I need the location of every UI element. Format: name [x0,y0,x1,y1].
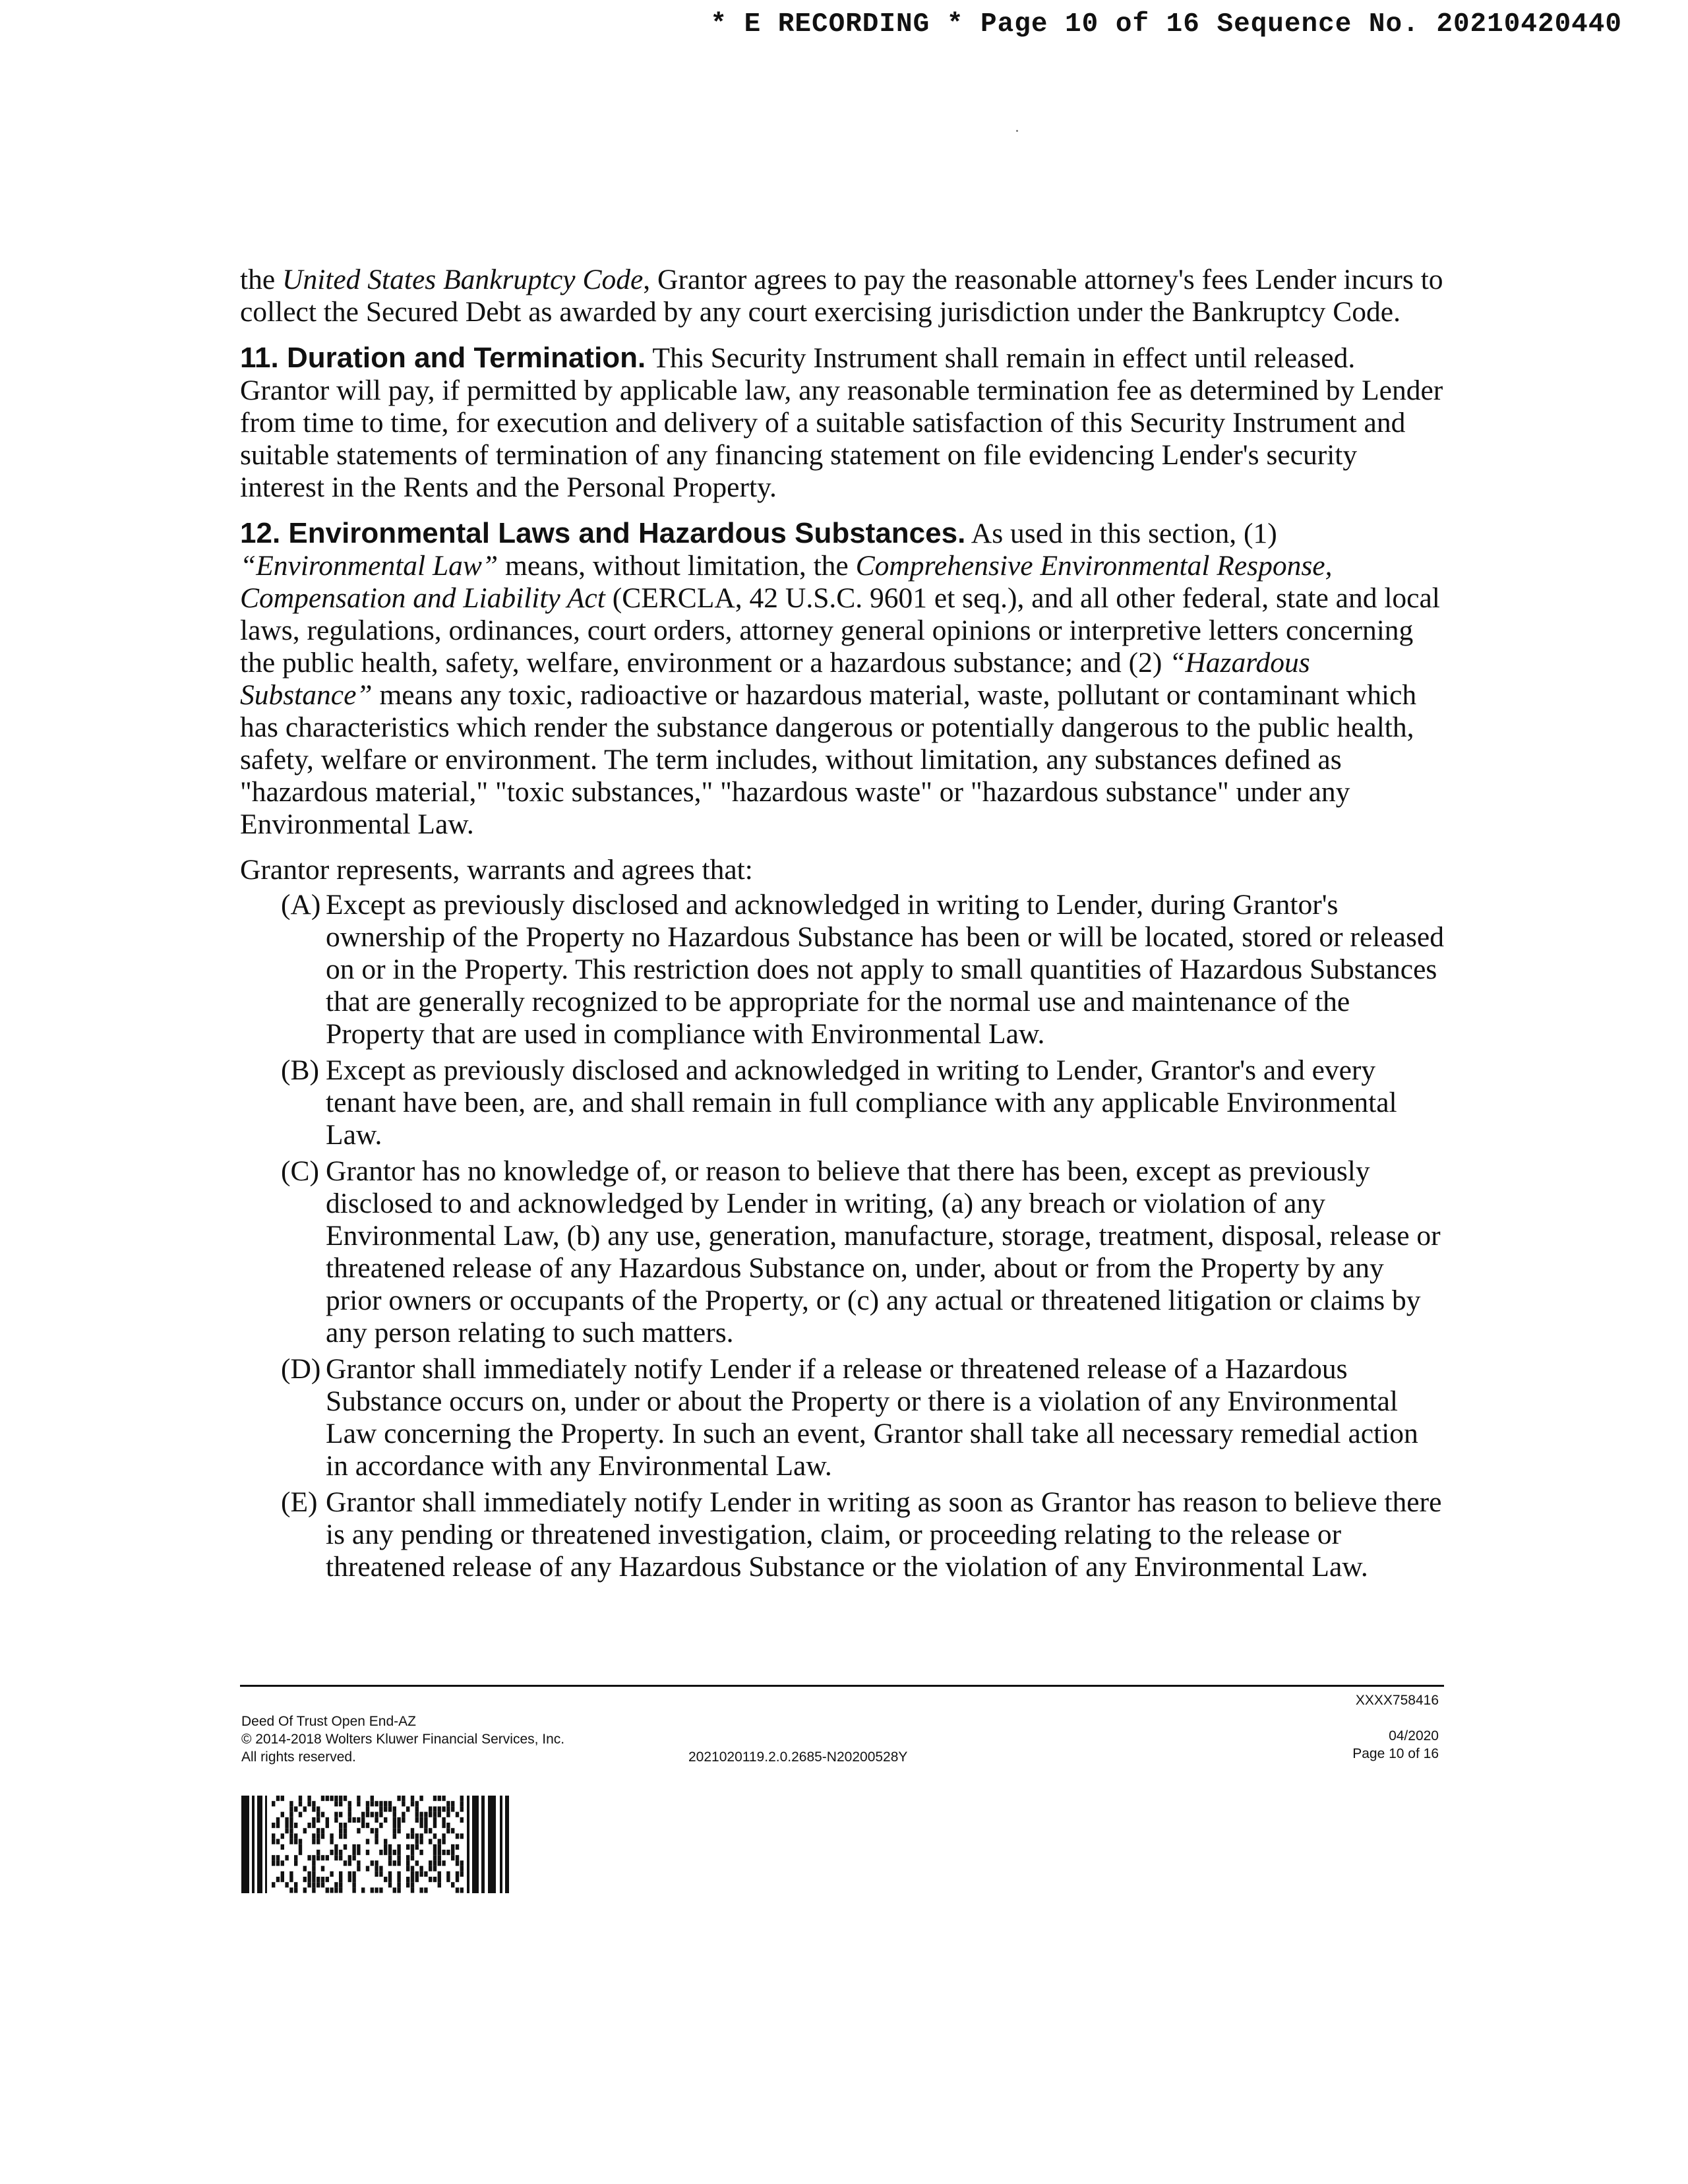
footer-divider [240,1685,1444,1687]
loan-reference: XXXX758416 [1355,1693,1439,1708]
scan-speck [1016,130,1018,132]
page-number: Page 10 of 16 [1352,1746,1439,1761]
recording-header: * E RECORDING * Page 10 of 16 Sequence No. 20210420440 [710,9,1622,40]
item-text: Grantor shall immediately notify Lender if a release or threatened release of a Hazardous Substance occurs on, under or about the Property or there is a violation of any Environmental Law concerning the Property. In such an event, Grantor shall take all necessary remedial action in accordance with any Environmental Law. [326,1353,1418,1482]
list-item [240,1486,1444,1583]
item-text: Grantor has no knowledge of, or reason to believe that there has been, except as previously disclosed to and acknowledged by Lender in writing, (a) any breach or violation of any Environmental Law, (b) any use, generation, manufacture, storage, treatment, disposal, release or threatened release of any Hazardous Substance on, under, about or from the Property by any prior owners or occupants of the Property, or (c) any actual or threatened litigation or claims by any person relating to such matters. [326,1155,1441,1349]
environmental-law-term: “Environmental Law” [240,550,498,582]
cercla-term: Comprehensive Environmental Response, Compensation and Liability Act [240,550,1333,614]
list-item [240,889,1444,1050]
document-body [240,264,1444,1587]
footer-right [1352,1691,1439,1763]
item-text: Grantor shall immediately notify Lender in writing as soon as Grantor has reason to believe there is any pending or threatened investigation, claim, or proceeding relating to the release or threatened release of any Hazardous Substance or the violation of any Environmental Law. [326,1486,1442,1583]
form-code: 2021020119.2.0.2685-N20200528Y [688,1749,908,1765]
copyright: © 2014-2018 Wolters Kluwer Financial Services, Inc. [241,1732,565,1747]
item-text: Except as previously disclosed and acknowledged in writing to Lender, Grantor's and every tenant have been, are, and shall remain in full compliance with any applicable Environmental Law. [326,1054,1397,1151]
footer-left [241,1713,564,1766]
item-text: Except as previously disclosed and acknowledged in writing to Lender, during Grantor's ownership of the Property no Hazardous Substance has been or will be located, stored or released on or in the Property. This restriction does not apply to small quantities of Hazardous Substances that are generally recognized to be appropriate for the normal use and maintenance of the Property that are used in compliance with Environmental Law. [326,889,1444,1050]
section-12-heading: 12. Environmental Laws and Hazardous Substances. [240,517,966,549]
item-label: (E) [281,1486,318,1518]
intro-paragraph: the United States Bankruptcy Code, Grantor agrees to pay the reasonable attorney's fees Lender incurs to collect the Secured Debt as awarded by any court exercising jurisdiction under the Bankruptcy Code. [240,264,1443,328]
barcode-icon [241,1796,512,1893]
represents-line: Grantor represents, warrants and agrees that: [240,854,753,886]
bankruptcy-code-term: United States Bankruptcy Code [282,264,644,295]
item-label: (D) [281,1353,321,1385]
list-item [240,1155,1444,1349]
form-name: Deed Of Trust Open End-AZ [241,1714,416,1729]
list-item [240,1353,1444,1482]
section-11 [240,342,1444,504]
section-12: 12. Environmental Laws and Hazardous Substances. As used in this section, (1) “Environmental Law” means, without limitation, the Comprehensive Environmental Response, Compensation and Liability Act (CERCLA, 42 U.S.C. 9601 et seq.), and all other federal, state and local laws, regulations, ordinances, court orders, attorney general opinions or interpretive letters concerning the public health, safety, welfare, environment or a hazardous substance; and (2) “Hazardous Substance” means any toxic, radioactive or hazardous material, waste, pollutant or contaminant which has characteristics which render the substance dangerous or potentially dangerous to the public health, safety, welfare or environment. The term includes, without limitation, any substances defined as "hazardous material," "toxic substances," "hazardous waste" or "hazardous substance" under any Environmental Law. [240,517,1440,840]
covenant-list [240,889,1444,1583]
item-label: (B) [281,1054,319,1086]
section-11-text: This Security Instrument shall remain in effect until released. Grantor will pay, if permitted by applicable law, any reasonable termination fee as determined by Lender from time to time, for execution and delivery of a suitable satisfaction of this Security Instrument and suitable statements of termination of any financing statement on file evidencing Lender's security interest in the Rents and the Personal Property. [240,342,1443,503]
rights-notice: All rights reserved. [241,1749,356,1765]
hazardous-substance-term: “Hazardous Substance” [240,647,1310,711]
list-item [240,1054,1444,1151]
item-label: (C) [281,1155,319,1187]
item-label: (A) [281,889,321,921]
section-11-heading: 11. Duration and Termination. [240,342,646,374]
form-date: 04/2020 [1389,1728,1439,1744]
